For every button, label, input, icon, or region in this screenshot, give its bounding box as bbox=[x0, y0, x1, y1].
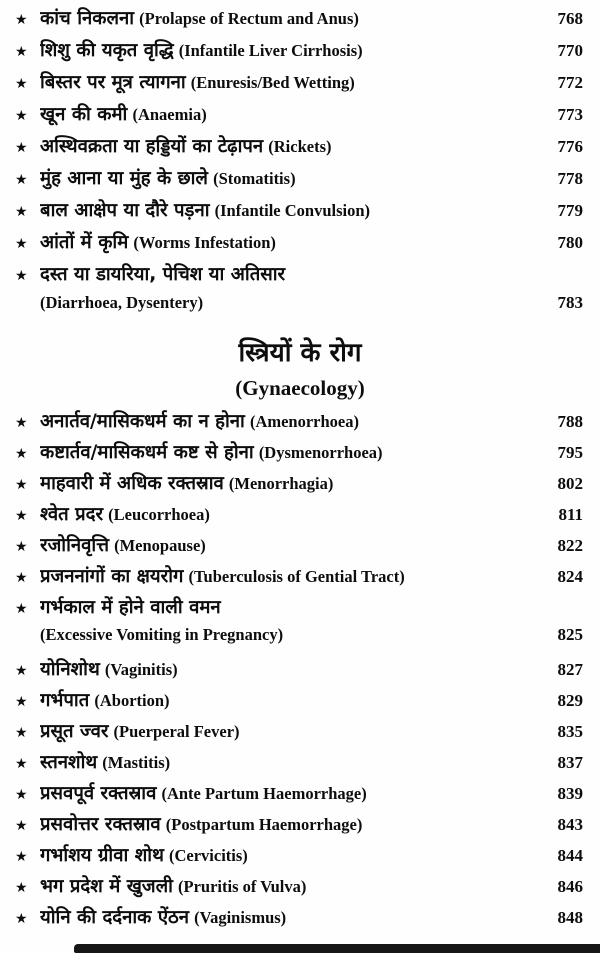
star-bullet-icon: ★ bbox=[15, 172, 28, 188]
entry-text bbox=[40, 133, 537, 158]
toc-entry-continuation bbox=[0, 293, 600, 325]
entry-text bbox=[40, 780, 537, 805]
toc-entry bbox=[0, 811, 600, 842]
toc-list-gynaecology bbox=[0, 408, 600, 935]
star-bullet-icon: ★ bbox=[15, 756, 28, 772]
entry-title-english: (Tuberculosis of Gential Tract) bbox=[188, 567, 405, 586]
entry-text bbox=[40, 470, 537, 495]
entry-title-english: (Diarrhoea, Dysentery) bbox=[40, 293, 204, 312]
star-bullet-icon: ★ bbox=[15, 911, 28, 927]
toc-entry bbox=[0, 904, 600, 935]
toc-entry bbox=[0, 261, 600, 293]
entry-title-hindi: गर्भकाल में होने वाली वमन bbox=[40, 597, 221, 618]
entry-page-number: 843 bbox=[557, 815, 583, 834]
entry-text bbox=[40, 408, 537, 433]
toc-entry bbox=[0, 229, 600, 261]
entry-page-number: 824 bbox=[557, 567, 583, 586]
entry-text bbox=[40, 811, 537, 836]
entry-text bbox=[40, 197, 537, 222]
entry-page-number: 770 bbox=[557, 41, 583, 60]
entry-text bbox=[40, 563, 537, 588]
star-bullet-icon: ★ bbox=[15, 725, 28, 741]
toc-entry bbox=[0, 749, 600, 780]
star-bullet-icon: ★ bbox=[15, 108, 28, 124]
star-bullet-icon: ★ bbox=[15, 601, 28, 617]
star-bullet-icon: ★ bbox=[15, 446, 28, 462]
entry-title-english: (Vaginismus) bbox=[194, 908, 287, 927]
star-bullet-icon: ★ bbox=[15, 12, 28, 28]
entry-text bbox=[40, 656, 537, 681]
entry-title-english: (Menopause) bbox=[114, 536, 206, 555]
entry-title-english: (Amenorrhoea) bbox=[249, 412, 359, 431]
toc-entry bbox=[0, 532, 600, 563]
entry-page-number: 844 bbox=[557, 846, 583, 865]
toc-list-children-diseases bbox=[0, 5, 600, 325]
entry-title-hindi: माहवारी में अधिक रक्तस्राव bbox=[40, 473, 224, 494]
entry-title-hindi: मुंह आना या मुंह के छाले bbox=[40, 168, 208, 189]
star-bullet-icon: ★ bbox=[15, 268, 28, 284]
star-bullet-icon: ★ bbox=[15, 140, 28, 156]
entry-page-number: 795 bbox=[557, 443, 583, 462]
toc-entry bbox=[0, 197, 600, 229]
entry-page-number: 802 bbox=[557, 474, 583, 493]
toc-entry bbox=[0, 501, 600, 532]
entry-title-hindi: बिस्तर पर मूत्र त्यागना bbox=[40, 72, 186, 93]
star-bullet-icon: ★ bbox=[15, 477, 28, 493]
entry-title-english: (Pruritis of Vulva) bbox=[178, 877, 307, 896]
entry-text bbox=[40, 904, 537, 929]
entry-title-english: (Ante Partum Haemorrhage) bbox=[161, 784, 367, 803]
star-bullet-icon: ★ bbox=[15, 880, 28, 896]
entry-page-number: 846 bbox=[557, 877, 583, 896]
entry-title-english: (Cervicitis) bbox=[169, 846, 248, 865]
entry-title-english: (Dysmenorrhoea) bbox=[258, 443, 383, 462]
star-bullet-icon: ★ bbox=[15, 818, 28, 834]
toc-entry bbox=[0, 780, 600, 811]
star-bullet-icon: ★ bbox=[15, 236, 28, 252]
entry-title-english: (Enuresis/Bed Wetting) bbox=[190, 73, 355, 92]
entry-page-number: 825 bbox=[557, 625, 583, 644]
toc-entry bbox=[0, 718, 600, 749]
entry-text bbox=[40, 749, 537, 774]
entry-title-english: (Leucorrhoea) bbox=[108, 505, 210, 524]
entry-page-number: 768 bbox=[557, 9, 583, 28]
toc-entry bbox=[0, 133, 600, 165]
entry-title-english: (Prolapse of Rectum and Anus) bbox=[139, 9, 359, 28]
entry-text bbox=[40, 69, 537, 94]
entry-text bbox=[40, 229, 537, 254]
entry-title-english: (Stomatitis) bbox=[213, 169, 296, 188]
entry-title-english: (Excessive Vomiting in Pregnancy) bbox=[40, 625, 284, 644]
toc-entry bbox=[0, 470, 600, 501]
entry-page-number: 788 bbox=[557, 412, 583, 431]
entry-title-english: (Mastitis) bbox=[102, 753, 171, 772]
entry-page-number: 779 bbox=[557, 201, 583, 220]
entry-title-hindi: रजोनिवृत्ति bbox=[40, 535, 110, 556]
toc-entry bbox=[0, 408, 600, 439]
entry-page-number: 773 bbox=[557, 105, 583, 124]
toc-entry bbox=[0, 5, 600, 37]
entry-title-english: (Postpartum Haemorrhage) bbox=[165, 815, 363, 834]
star-bullet-icon: ★ bbox=[15, 849, 28, 865]
entry-title-hindi: अनार्तव/मासिकधर्म का न होना bbox=[40, 411, 245, 432]
entry-page-number: 829 bbox=[557, 691, 583, 710]
entry-text bbox=[40, 532, 537, 557]
entry-page-number: 780 bbox=[557, 233, 583, 252]
entry-title-hindi: योनि की दर्दनाक ऐंठन bbox=[40, 907, 190, 928]
star-bullet-icon: ★ bbox=[15, 694, 28, 710]
toc-entry bbox=[0, 101, 600, 133]
entry-text bbox=[40, 718, 537, 743]
entry-title-hindi: खून की कमी bbox=[40, 104, 128, 125]
entry-page-number: 837 bbox=[557, 753, 583, 772]
entry-page-number: 776 bbox=[557, 137, 583, 156]
entry-title-hindi: श्वेत प्रदर bbox=[40, 504, 104, 525]
entry-title-hindi: प्रजननांगों का क्षयरोग bbox=[40, 566, 184, 587]
entry-text bbox=[15, 293, 537, 313]
toc-entry bbox=[0, 165, 600, 197]
star-bullet-icon: ★ bbox=[15, 787, 28, 803]
entry-page-number: 848 bbox=[557, 908, 583, 927]
toc-entry bbox=[0, 656, 600, 687]
entry-title-hindi: प्रसूत ज्वर bbox=[40, 721, 109, 742]
entry-text bbox=[40, 501, 537, 526]
entry-page-number: 811 bbox=[558, 505, 583, 524]
star-bullet-icon: ★ bbox=[15, 76, 28, 92]
toc-entry bbox=[0, 687, 600, 718]
toc-entry-continuation bbox=[0, 625, 600, 656]
toc-entry bbox=[0, 563, 600, 594]
star-bullet-icon: ★ bbox=[15, 570, 28, 586]
section-title-english: (Gynaecology) bbox=[235, 376, 365, 400]
toc-entry bbox=[0, 873, 600, 904]
section-heading bbox=[0, 325, 600, 408]
entry-text bbox=[40, 594, 537, 619]
entry-title-hindi: योनिशोथ bbox=[40, 659, 100, 680]
star-bullet-icon: ★ bbox=[15, 539, 28, 555]
entry-page-number: 778 bbox=[557, 169, 583, 188]
star-bullet-icon: ★ bbox=[15, 204, 28, 220]
entry-title-hindi: स्तनशोथ bbox=[40, 752, 98, 773]
entry-title-english: (Infantile Liver Cirrhosis) bbox=[178, 41, 363, 60]
entry-title-hindi: प्रसवोत्तर रक्तस्राव bbox=[40, 814, 161, 835]
entry-title-hindi: प्रसवपूर्व रक्तस्राव bbox=[40, 783, 157, 804]
scan-edge-bar bbox=[74, 944, 600, 953]
toc-entry bbox=[0, 594, 600, 625]
section-title-hindi: स्त्रियों के रोग bbox=[238, 338, 362, 368]
star-bullet-icon: ★ bbox=[15, 415, 28, 431]
entry-page-number: 822 bbox=[557, 536, 583, 555]
star-bullet-icon: ★ bbox=[15, 44, 28, 60]
entry-text bbox=[40, 5, 537, 30]
toc-entry bbox=[0, 37, 600, 69]
toc-entry bbox=[0, 69, 600, 101]
entry-text bbox=[40, 165, 537, 190]
entry-text bbox=[40, 873, 537, 898]
entry-page-number: 783 bbox=[557, 293, 583, 312]
entry-title-hindi: गर्भपात bbox=[40, 690, 90, 711]
entry-title-hindi: भग प्रदेश में खुजली bbox=[40, 876, 173, 897]
entry-title-english: (Rickets) bbox=[268, 137, 332, 156]
entry-title-english: (Infantile Convulsion) bbox=[214, 201, 371, 220]
entry-title-hindi: कष्टार्तव/मासिकधर्म कष्ट से होना bbox=[40, 442, 254, 463]
star-bullet-icon: ★ bbox=[15, 663, 28, 679]
entry-title-english: (Menorrhagia) bbox=[228, 474, 334, 493]
entry-page-number: 827 bbox=[557, 660, 583, 679]
entry-title-hindi: बाल आक्षेप या दौरे पड़ना bbox=[40, 200, 210, 221]
entry-title-english: (Anaemia) bbox=[132, 105, 207, 124]
entry-text bbox=[15, 625, 537, 645]
star-bullet-icon: ★ bbox=[15, 508, 28, 524]
toc-entry bbox=[0, 842, 600, 873]
entry-text bbox=[40, 37, 537, 62]
toc-entry bbox=[0, 439, 600, 470]
entry-title-hindi: आंतों में कृमि bbox=[40, 232, 129, 253]
entry-text bbox=[40, 439, 537, 464]
entry-page-number: 772 bbox=[557, 73, 583, 92]
entry-text bbox=[40, 687, 537, 712]
entry-title-english: (Vaginitis) bbox=[104, 660, 178, 679]
entry-title-hindi: दस्त या डायरिया, पेचिश या अतिसार bbox=[40, 264, 286, 285]
entry-text bbox=[40, 842, 537, 867]
entry-title-hindi: गर्भाशय ग्रीवा शोथ bbox=[40, 845, 164, 866]
entry-title-hindi: शिशु की यकृत वृद्धि bbox=[40, 40, 174, 61]
entry-title-hindi: कांच निकलना bbox=[40, 8, 135, 29]
entry-page-number: 835 bbox=[557, 722, 583, 741]
entry-title-hindi: अस्थिवक्रता या हड्डियों का टेढ़ापन bbox=[40, 136, 264, 157]
entry-page-number: 839 bbox=[557, 784, 583, 803]
entry-title-english: (Worms Infestation) bbox=[133, 233, 276, 252]
entry-title-english: (Abortion) bbox=[94, 691, 170, 710]
entry-title-english: (Puerperal Fever) bbox=[113, 722, 240, 741]
entry-text bbox=[40, 261, 537, 286]
entry-text bbox=[40, 101, 537, 126]
